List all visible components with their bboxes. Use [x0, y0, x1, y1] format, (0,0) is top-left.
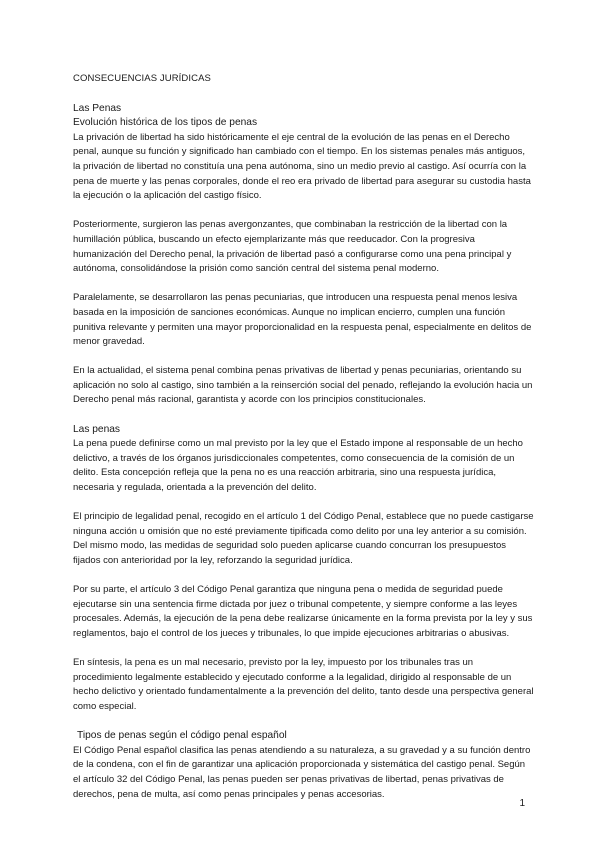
document-title: CONSECUENCIAS JURÍDICAS — [73, 73, 211, 84]
section-heading-las-penas: Las Penas — [73, 102, 122, 114]
paragraph: El principio de legalidad penal, recogido en el artículo 1 del Código Penal, establece que no puede castigarse ninguna acción u omisión que no esté previamente tipificada como delito por una ley anterior a su comisión. Del mismo modo, las medidas de seguridad solo pueden aplicarse cuando concurran los presupuestos fijados con anterioridad por la ley, reforzando la seguridad jurídica. — [73, 511, 534, 566]
paragraph: La privación de libertad ha sido históricamente el eje central de la evolución de las penas en el Derecho penal, aunque su función y significado han cambiado con el tiempo. En los sistemas penales más antiguos, la privación de libertad no constituía una pena autónoma, sino un medio previo al castigo. Así ocurría con la pena de muerte y las penas corporales, donde el reo era privado de libertad para asegurar su custodia hasta la ejecución o la aplicación del castigo físico. — [73, 131, 531, 202]
paragraph: Paralelamente, se desarrollaron las penas pecuniarias, que introducen una respuesta penal menos lesiva basada en la imposición de sanciones económicas. Aunque no implican encierro, cumplen una función punitiva relevante y permiten una mayor proporcionalidad en la respuesta penal, especialmente en delitos de menor gravedad. — [73, 292, 532, 348]
paragraph: Por su parte, el artículo 3 del Código Penal garantiza que ninguna pena o medida de seguridad puede ejecutarse sin una sentencia firme dictada por juez o tribunal competente, y siempre conforme a las leyes procesales. Además, la ejecución de la pena debe realizarse únicamente en la forma prevista por la ley y sus reglamentos, bajo el control de los jueces y tribunales, lo que impide ejecuciones arbitrarias o abusivas. — [73, 584, 533, 639]
paragraph: La pena puede definirse como un mal previsto por la ley que el Estado impone al responsable de un hecho delictivo, a través de los órganos jurisdiccionales competentes, como consecuencia de la comisión de un delito. Esta concepción refleja que la pena no es una reacción arbitraria, sino una respuesta jurídica, necesaria y regulada, orientada a la prevención del delito. — [73, 438, 523, 494]
paragraph: En la actualidad, el sistema penal combina penas privativas de libertad y penas pecuniarias, orientando su aplicación no solo al castigo, sino también a la reinserción social del penado, reflejando la evolución hacia un Derecho penal más racional, garantista y acorde con los principios constitucionales. — [73, 365, 533, 406]
document-body — [73, 72, 535, 817]
spacer — [73, 87, 535, 102]
section-heading-las-penas-definicion: Las penas — [73, 423, 121, 435]
page-number: 1 — [519, 798, 525, 809]
paragraph: Posteriormente, surgieron las penas avergonzantes, que combinaban la restricción de la libertad con la humillación pública, buscando un efecto ejemplarizante más que reeducador. Con la progresiva humanización del Derecho penal, la privación de libertad pasó a configurarse como una pena principal y autónoma, consolidándose la prisión como sanción central del sistema penal moderno. — [73, 219, 512, 275]
section-heading-tipos-de-penas: Tipos de penas según el código penal español — [77, 730, 287, 742]
paragraph: En síntesis, la pena es un mal necesario, previsto por la ley, impuesto por los tribunales tras un procedimiento legalmente establecido y ejecutado conforme a la legalidad, dirigido al responsable de un hecho delictivo y orientado fundamentalmente a la prevención del delito, tanto desde una perspectiva general como especial. — [73, 657, 534, 712]
paragraph: El Código Penal español clasifica las penas atendiendo a su naturaleza, a su gravedad y a su función dentro de la condena, con el fin de garantizar una aplicación proporcionada y sistemática del castigo penal. Según el artículo 32 del Código Penal, las penas pueden ser penas privativas de libertad, penas privativas de derechos, pena de multa, así como penas principales y penas accesorias. — [73, 744, 531, 800]
subheading-evolucion-historica: Evolución histórica de los tipos de penas — [73, 117, 258, 129]
